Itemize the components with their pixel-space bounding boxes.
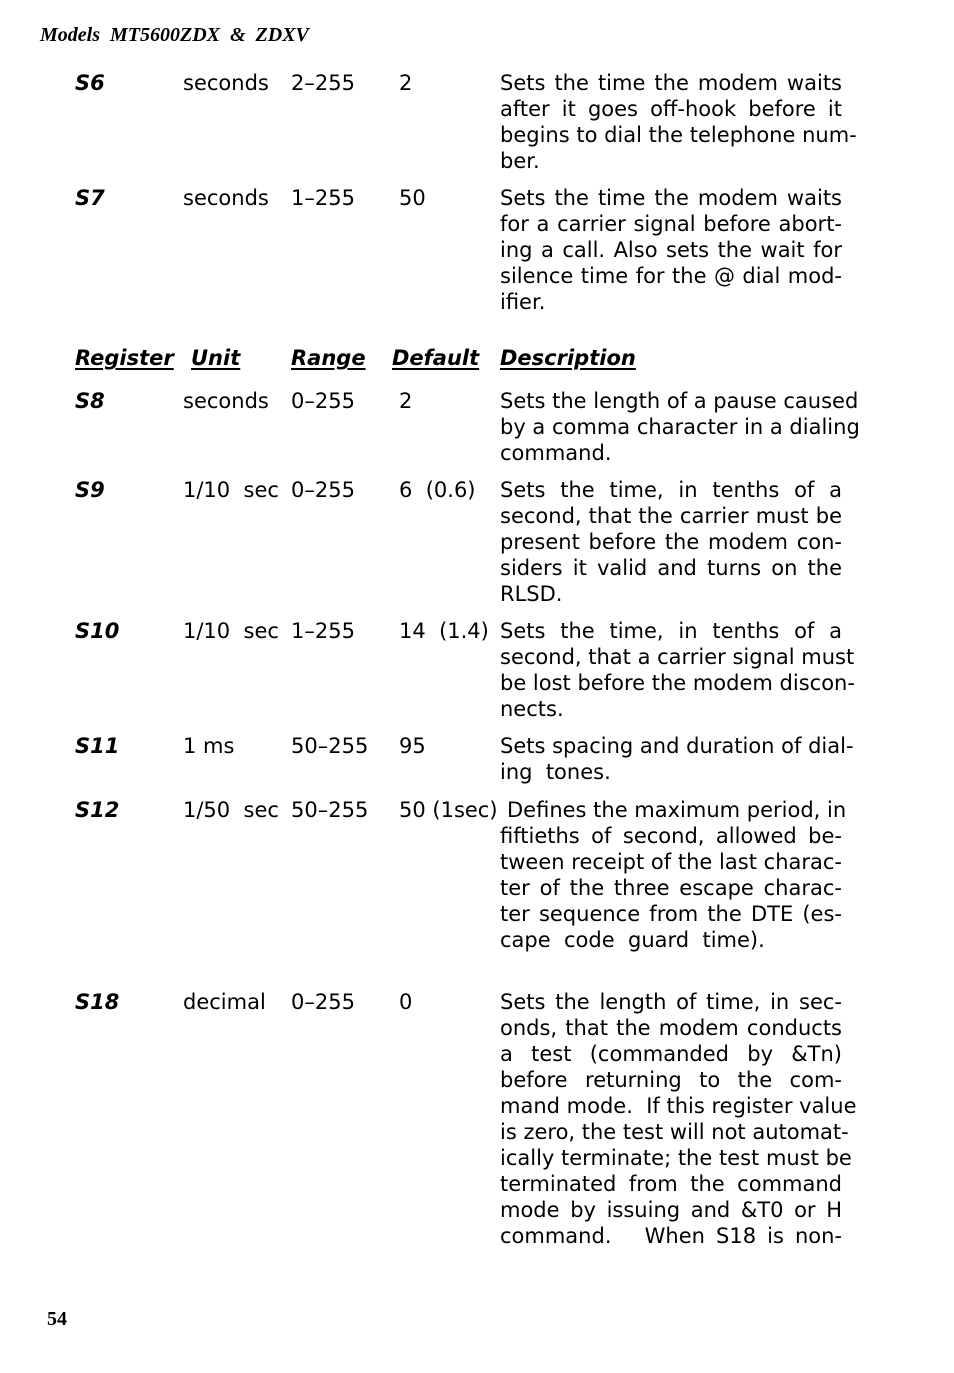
register-description (500, 733, 854, 785)
description-line: present before the modem con- (500, 530, 842, 554)
register-unit: 1/10 sec (183, 478, 279, 502)
description-line: nects. (500, 697, 564, 721)
register-unit: 1/50 sec (183, 798, 279, 822)
description-line: Sets spacing and duration of dial- (500, 734, 854, 758)
description-line: siders it valid and turns on the (500, 556, 842, 580)
register-unit: seconds (183, 71, 269, 95)
register-name: S9 (75, 478, 105, 502)
register-range: 0–255 (291, 478, 355, 502)
header-default: Default (392, 346, 480, 370)
description-line: fiftieths of second, allowed be- (500, 824, 842, 848)
register-unit: seconds (183, 389, 269, 413)
register-unit: 1 ms (183, 734, 235, 758)
description-line: for a carrier signal before abort- (500, 212, 842, 236)
description-line: ing tones. (500, 760, 611, 784)
header-range: Range (291, 346, 366, 370)
description-line: ically terminate; the test must be (500, 1146, 852, 1170)
description-line: tween receipt of the last charac- (500, 850, 842, 874)
description-line: Sets the length of time, in sec- (500, 990, 842, 1014)
register-name: S10 (75, 619, 120, 643)
register-description (500, 185, 842, 315)
register-range: 2–255 (291, 71, 355, 95)
header-description: Description (500, 346, 636, 370)
description-line: command. When S18 is non- (500, 1224, 842, 1248)
description-line: Sets the time, in tenths of a (500, 478, 842, 502)
register-name: S12 (75, 798, 120, 822)
description-line: Sets the time, in tenths of a (500, 619, 842, 643)
description-line: ter of the three escape charac- (500, 876, 842, 900)
register-range: 0–255 (291, 389, 355, 413)
register-default: 50 (1sec) (399, 798, 498, 822)
description-line: begins to dial the telephone num- (500, 123, 857, 147)
description-line: command. (500, 441, 612, 465)
register-description (500, 388, 860, 466)
description-line: second, that the carrier must be (500, 504, 842, 528)
description-line: RLSD. (500, 582, 563, 606)
register-default: 2 (399, 71, 413, 95)
description-line: Sets the time the modem waits (500, 186, 842, 210)
description-line: ifier. (500, 290, 546, 314)
description-line: ter sequence from the DTE (es- (500, 902, 842, 926)
register-description (500, 618, 855, 722)
description-line: be lost before the modem discon- (500, 671, 855, 695)
description-line: Sets the time the modem waits (500, 71, 842, 95)
description-line: Defines the maximum period, in (507, 798, 847, 822)
description-line: before returning to the com- (500, 1068, 842, 1092)
register-description (500, 70, 857, 174)
description-line: mode by issuing and &T0 or H (500, 1198, 842, 1222)
register-default: 14 (1.4) (399, 619, 489, 643)
description-line: terminated from the command (500, 1172, 842, 1196)
description-line: silence time for the @ dial mod- (500, 264, 842, 288)
register-default: 0 (399, 990, 413, 1014)
description-line: onds, that the modem conducts (500, 1016, 842, 1040)
description-line: is zero, the test will not automat- (500, 1120, 849, 1144)
register-range: 1–255 (291, 186, 355, 210)
register-range: 50–255 (291, 798, 369, 822)
header-register: Register (75, 346, 174, 370)
register-default: 6 (0.6) (399, 478, 476, 502)
page-number: 54 (47, 1308, 67, 1330)
description-line: mand mode. If this register value (500, 1094, 857, 1118)
register-name: S18 (75, 990, 120, 1014)
register-range: 50–255 (291, 734, 369, 758)
register-description (500, 477, 842, 607)
description-line: ber. (500, 149, 540, 173)
description-line: ing a call. Also sets the wait for (500, 238, 842, 262)
register-unit: 1/10 sec (183, 619, 279, 643)
register-description (500, 989, 857, 1249)
description-line: by a comma character in a dialing (500, 415, 860, 439)
register-name: S7 (75, 186, 105, 210)
running-head: Models MT5600ZDX & ZDXV (40, 24, 309, 46)
description-line: Sets the length of a pause caused (500, 389, 859, 413)
register-name: S6 (75, 71, 105, 95)
register-default: 50 (399, 186, 426, 210)
description-line: a test (commanded by &Tn) (500, 1042, 842, 1066)
description-line: cape code guard time). (500, 928, 765, 952)
description-line: second, that a carrier signal must (500, 645, 855, 669)
register-default: 95 (399, 734, 426, 758)
register-range: 1–255 (291, 619, 355, 643)
description-line: after it goes off-hook before it (500, 97, 842, 121)
register-default: 2 (399, 389, 413, 413)
register-unit: seconds (183, 186, 269, 210)
register-description (500, 797, 847, 953)
register-range: 0–255 (291, 990, 355, 1014)
register-unit: decimal (183, 990, 266, 1014)
header-unit: Unit (191, 346, 241, 370)
register-name: S11 (75, 734, 120, 758)
register-name: S8 (75, 389, 105, 413)
